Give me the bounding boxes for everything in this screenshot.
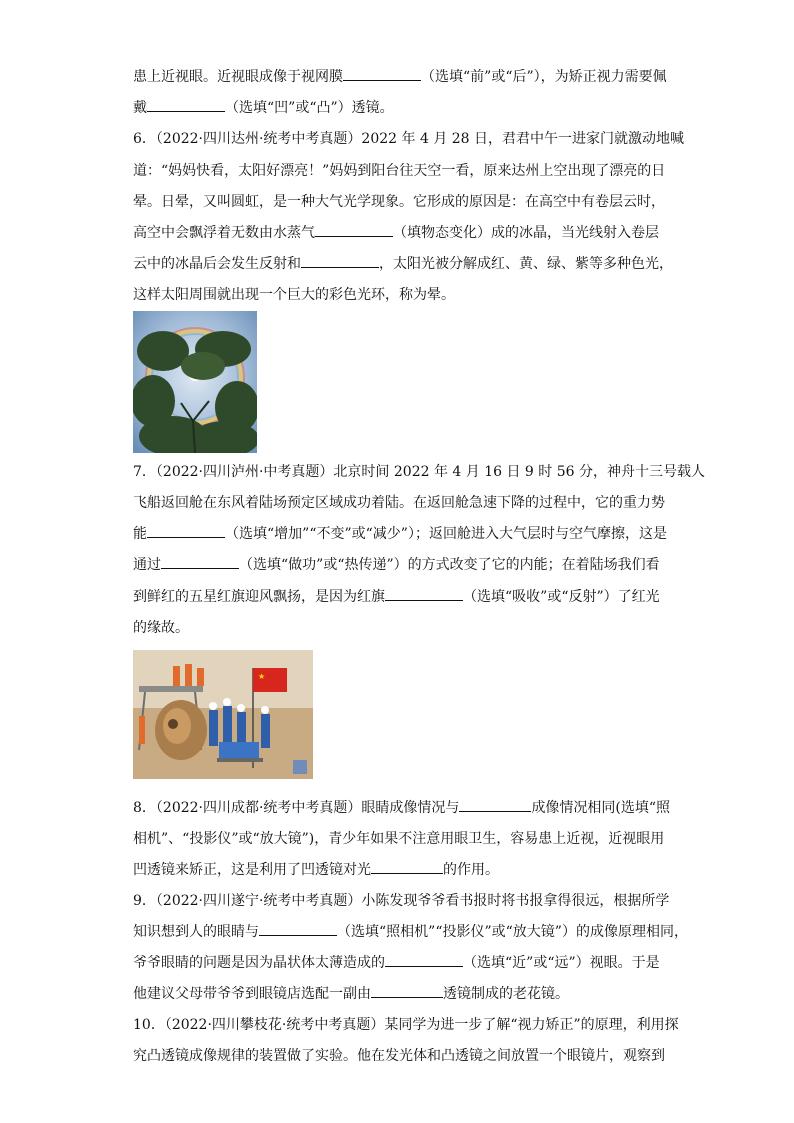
q5-line-1 xyxy=(133,66,667,88)
q6-blank-1[interactable] xyxy=(315,222,393,237)
q8-line-3 xyxy=(133,859,499,881)
q8-line-2: 相机”、“投影仪”或“放大镜”)，青少年如果不注意用眼卫生，容易患上近视，近视眼用 xyxy=(133,831,665,847)
q7-blank-2[interactable] xyxy=(161,554,239,569)
q7-line-3 xyxy=(133,523,667,545)
q7-line-4 xyxy=(133,554,660,576)
q9-line-1: 9．（2022·四川遂宁·统考中考真题）小陈发现爷爷看书报时将书报拿得很远，根据所学 xyxy=(133,893,670,909)
q5-text-1a: 患上近视眼。近视眼成像于视网膜 xyxy=(133,69,343,85)
q7-text-5b: （选填“吸收”或“反射”）了红光 xyxy=(463,589,660,605)
q8-text-3b: 的作用。 xyxy=(443,862,499,878)
q9-text-2b: （选填“照相机”“投影仪”或“放大镜”）的成像原理相同， xyxy=(337,924,688,940)
q6-text-5b: ，太阳光被分解成红、黄、绿、紫等多种色光， xyxy=(379,256,673,272)
q5-text-2a: 戴 xyxy=(133,100,147,116)
q7-line-6: 的缘故。 xyxy=(133,620,189,636)
sun-halo-photo xyxy=(133,311,257,453)
q8-text-1a: 8．（2022·四川成都·统考中考真题）眼睛成像情况与 xyxy=(133,800,460,816)
q7-line-5 xyxy=(133,586,660,608)
q9-text-4b: 透镜制成的老花镜。 xyxy=(443,986,569,1002)
q6-line-1: 6．（2022·四川达州·统考中考真题）2022 年 4 月 28 日，君君中午一进家门就激动地喊 xyxy=(133,131,685,147)
q7-text-3a: 能 xyxy=(133,526,147,542)
q5-line-2 xyxy=(133,97,394,119)
q7-line-2: 飞船返回舱在东风着陆场预定区域成功着陆。在返回舱急速下降的过程中，它的重力势 xyxy=(133,495,665,511)
q6-text-4a: 高空中会飘浮着无数由水蒸气 xyxy=(133,225,315,241)
q6-text-4b: （填物态变化）成的冰晶，当光线射入卷层 xyxy=(393,225,659,241)
q7-blank-1[interactable] xyxy=(147,523,225,538)
q6-line-5 xyxy=(133,253,673,275)
q7-text-3b: （选填“增加”“不变”或“减少”）；返回舱进入大气层时与空气摩擦，这是 xyxy=(225,526,667,542)
q8-text-3a: 凹透镜来矫正，这是利用了凹透镜对光 xyxy=(133,862,371,878)
q9-text-3a: 爷爷眼睛的问题是因为晶状体太薄造成的 xyxy=(133,955,385,971)
svg-text:★: ★ xyxy=(258,672,266,681)
q6-blank-2[interactable] xyxy=(301,253,379,268)
q9-text-2a: 知识想到人的眼睛与 xyxy=(133,924,259,940)
q5-blank-2[interactable] xyxy=(147,97,225,112)
q10-line-1: 10．（2022·四川攀枝花·统考中考真题）某同学为进一步了解“视力矫正”的原理，利用探 xyxy=(133,1017,679,1033)
q9-text-3b: （选填“近”或“远”）视眼。于是 xyxy=(463,955,660,971)
q7-line-1: 7．（2022·四川泸州·中考真题）北京时间 2022 年 4 月 16 日 9 时 56 分，神舟十三号载人 xyxy=(133,464,706,480)
q7-blank-3[interactable] xyxy=(385,586,463,601)
q7-text-4b: （选填“做功”或“热传递”）的方式改变了它的内能；在着陆场我们看 xyxy=(239,557,660,573)
q6-line-3: 晕。日晕，又叫圆虹，是一种大气光学现象。它形成的原因是：在高空中有卷层云时， xyxy=(133,194,665,210)
q5-blank-1[interactable] xyxy=(343,66,421,81)
q9-text-4a: 他建议父母带爷爷到眼镜店选配一副由 xyxy=(133,986,371,1002)
q9-blank-1[interactable] xyxy=(259,921,337,936)
q8-blank-1[interactable] xyxy=(459,797,531,812)
q6-line-4 xyxy=(133,222,659,244)
q9-line-4 xyxy=(133,983,569,1005)
q9-line-3 xyxy=(133,952,660,974)
q9-line-2 xyxy=(133,921,688,943)
q8-line-1 xyxy=(133,797,670,819)
q5-text-1b: （选填“前”或“后”），为矫正视力需要佩 xyxy=(421,69,667,85)
q9-blank-3[interactable] xyxy=(371,983,443,998)
q7-text-4a: 通过 xyxy=(133,557,161,573)
q6-text-5a: 云中的冰晶后会发生反射和 xyxy=(133,256,301,272)
q6-line-2: 道：“妈妈快看，太阳好漂亮！”妈妈到阳台往天空一看，原来达州上空出现了漂亮的日 xyxy=(133,163,666,179)
q5-text-2b: （选填“凹”或“凸”）透镜。 xyxy=(225,100,394,116)
q9-blank-2[interactable] xyxy=(385,952,463,967)
capsule-landing-photo xyxy=(133,650,313,779)
q7-text-5a: 到鲜红的五星红旗迎风飘扬，是因为红旗 xyxy=(133,589,385,605)
q10-line-2: 究凸透镜成像规律的装置做了实验。他在发光体和凸透镜之间放置一个眼镜片，观察到 xyxy=(133,1048,665,1064)
q8-blank-2[interactable] xyxy=(371,859,443,874)
q6-line-6: 这样太阳周围就出现一个巨大的彩色光环，称为晕。 xyxy=(133,287,455,303)
q8-text-1b: 成像情况相同(选填“照 xyxy=(531,800,671,816)
